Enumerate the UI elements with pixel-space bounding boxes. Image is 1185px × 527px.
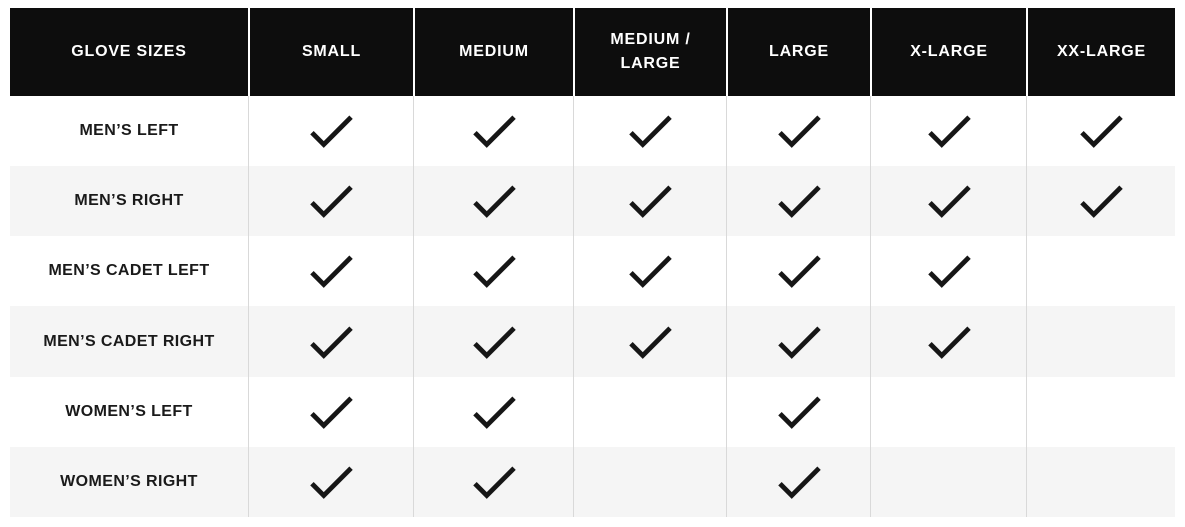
check-cell	[248, 447, 413, 517]
header-label: MEDIUM / LARGE	[610, 31, 691, 72]
check-icon	[465, 102, 523, 160]
empty-cell	[1026, 306, 1175, 376]
check-cell	[726, 306, 870, 376]
check-icon	[920, 102, 978, 160]
check-cell	[726, 377, 870, 447]
empty-cell	[573, 447, 726, 517]
check-icon	[770, 453, 828, 511]
check-icon	[920, 313, 978, 371]
check-icon	[770, 172, 828, 230]
check-icon	[1072, 102, 1130, 160]
check-icon	[302, 313, 360, 371]
glove-size-chart	[10, 8, 1175, 517]
check-icon	[621, 172, 679, 230]
check-icon	[920, 172, 978, 230]
check-icon	[621, 102, 679, 160]
check-cell	[573, 96, 726, 166]
header-cell-medium-large	[573, 8, 726, 96]
empty-cell	[1026, 447, 1175, 517]
check-cell	[1026, 96, 1175, 166]
check-cell	[726, 166, 870, 236]
empty-cell	[573, 377, 726, 447]
check-cell	[870, 166, 1026, 236]
check-cell	[573, 166, 726, 236]
check-icon	[302, 383, 360, 441]
check-cell	[870, 236, 1026, 306]
row-label: MEN’S CADET LEFT	[48, 262, 210, 280]
header-label: SMALL	[301, 43, 362, 60]
check-cell	[248, 96, 413, 166]
header-cell-large	[726, 8, 870, 96]
check-cell	[248, 236, 413, 306]
check-icon	[302, 242, 360, 300]
check-cell	[573, 236, 726, 306]
row-label-cell-men-s-cadet-left	[10, 236, 248, 306]
empty-cell	[1026, 236, 1175, 306]
check-cell	[413, 447, 573, 517]
check-cell	[413, 166, 573, 236]
check-icon	[770, 102, 828, 160]
header-label: XX-LARGE	[1056, 43, 1147, 60]
row-label: WOMEN’S LEFT	[65, 402, 193, 420]
check-icon	[302, 172, 360, 230]
check-icon	[465, 172, 523, 230]
empty-cell	[1026, 377, 1175, 447]
check-cell	[573, 306, 726, 376]
check-icon	[770, 242, 828, 300]
row-label: WOMEN’S RIGHT	[60, 472, 198, 490]
row-label: MEN’S LEFT	[79, 122, 179, 140]
check-cell	[870, 96, 1026, 166]
header-cell-xx-large	[1026, 8, 1175, 96]
check-cell	[413, 377, 573, 447]
header-cell-small	[248, 8, 413, 96]
check-cell	[248, 306, 413, 376]
header-cell-medium	[413, 8, 573, 96]
header-label: MEDIUM	[459, 43, 529, 60]
check-icon	[465, 242, 523, 300]
row-label: MEN’S RIGHT	[74, 192, 184, 210]
check-icon	[920, 242, 978, 300]
row-label-cell-men-s-left	[10, 96, 248, 166]
check-icon	[770, 383, 828, 441]
check-cell	[726, 236, 870, 306]
check-cell	[248, 166, 413, 236]
check-cell	[413, 236, 573, 306]
check-cell	[413, 96, 573, 166]
header-cell-x-large	[870, 8, 1026, 96]
check-cell	[1026, 166, 1175, 236]
check-icon	[465, 453, 523, 511]
row-label-cell-men-s-right	[10, 166, 248, 236]
check-icon	[465, 313, 523, 371]
check-cell	[726, 96, 870, 166]
empty-cell	[870, 377, 1026, 447]
check-icon	[302, 453, 360, 511]
check-cell	[248, 377, 413, 447]
check-icon	[302, 102, 360, 160]
check-cell	[870, 306, 1026, 376]
check-cell	[726, 447, 870, 517]
check-icon	[1072, 172, 1130, 230]
row-label-cell-women-s-right	[10, 447, 248, 517]
header-cell-glove-sizes	[10, 8, 248, 96]
header-label: X-LARGE	[910, 43, 988, 60]
check-cell	[413, 306, 573, 376]
check-icon	[770, 313, 828, 371]
check-icon	[621, 242, 679, 300]
header-label: GLOVE SIZES	[71, 43, 187, 60]
row-label-cell-men-s-cadet-right	[10, 306, 248, 376]
row-label-cell-women-s-left	[10, 377, 248, 447]
row-label: MEN’S CADET RIGHT	[43, 332, 215, 350]
check-icon	[465, 383, 523, 441]
header-label: LARGE	[769, 43, 829, 60]
check-icon	[621, 313, 679, 371]
empty-cell	[870, 447, 1026, 517]
